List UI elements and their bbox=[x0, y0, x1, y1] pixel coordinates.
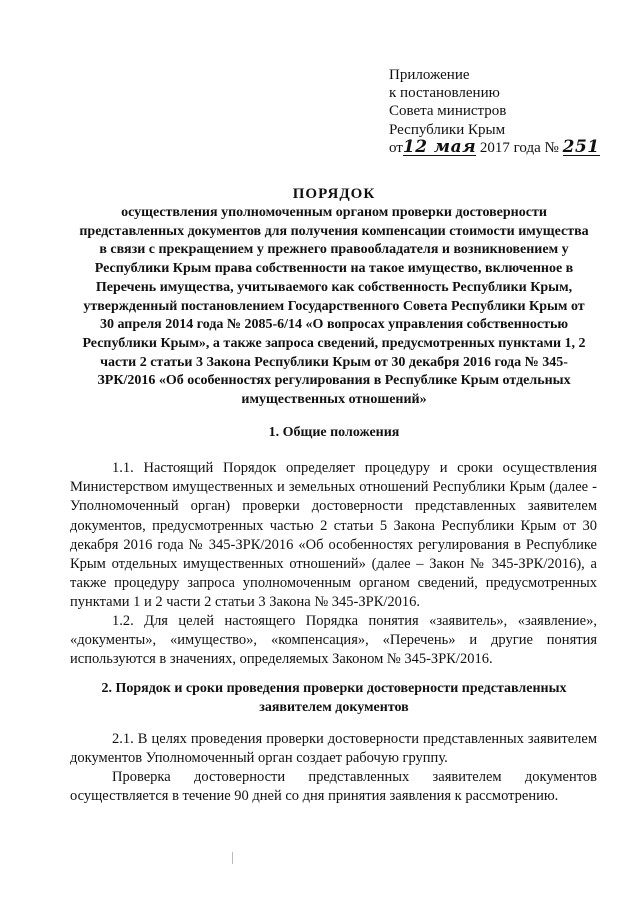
scan-artifact bbox=[232, 852, 233, 864]
date-suffix: 2017 года № bbox=[476, 139, 563, 156]
document-title-block bbox=[78, 185, 590, 410]
paragraph-2-1-continued: Проверка достоверности представленных заявителем документов осуществляется в течение 90 дней со дня принятия заявления к рассмотрению. bbox=[70, 769, 597, 805]
appendix-line: к постановлению bbox=[389, 85, 500, 102]
appendix-date-line bbox=[389, 136, 600, 157]
paragraph-2-1: 2.1. В целях проведения проверки достоверности представленных заявителем документов Уполномоченный орган создает рабочую группу. bbox=[70, 731, 597, 767]
paragraph-1-1: 1.1. Настоящий Порядок определяет процедуру и сроки осуществления Министерством имущественных и земельных отношений Республики Крым (далее - Уполномоченный орган) проверки достоверности представленных заявителем документов, предусмотренных частью 2 статьи 5 Закона Республики Крым от 30 декабря 2016 года № 345-ЗРК/2016 «Об особенностях регулирования в Республике Крым отдельных имущественных отношений» (далее – Закон № 345-ЗРК/2016), а также процедуру запроса уполномоченным органом сведений, предусмотренных пунктами 1 и 2 части 2 статьи 3 Закона № 345-ЗРК/2016. bbox=[70, 460, 597, 611]
handwritten-number: 251 bbox=[562, 136, 600, 157]
appendix-block bbox=[389, 66, 600, 157]
appendix-line: Совета министров bbox=[389, 103, 507, 120]
document-subtitle: осуществления уполномоченным органом проверки достоверности представленных документов для получения компенсации стоимости имущества в связи с прекращением у прежнего правообладателя и возникновением у Республики Крым права собственности на такое имущество, включенное в Перечень имущества, учитываемого как собственность Республики Крым, утвержденный постановлением Государственного Совета Республики Крым от 30 апреля 2014 года № 2085-6/14 «О вопросах управления собственностью Республики Крым», а также запроса сведений, предусмотренных пунктами 1, 2 части 2 статьи 3 Закона Республики Крым от 30 декабря 2016 года № 345-ЗРК/2016 «Об особенностях регулирования в Республике Крым отдельных имущественных отношений» bbox=[79, 205, 589, 408]
date-prefix: от bbox=[389, 139, 403, 156]
paragraph-1-2: 1.2. Для целей настоящего Порядка понятия «заявитель», «заявление», «документы», «имущество», «компенсация», «Перечень» и другие понятия используются в значениях, определяемых Законом № 345-ЗРК/2016. bbox=[70, 613, 597, 668]
section-2-heading: 2. Порядок и сроки проведения проверки достоверности представленных заявителем документов bbox=[101, 681, 567, 715]
appendix-line: Республики Крым bbox=[389, 121, 506, 138]
document-title: ПОРЯДОК bbox=[292, 186, 376, 202]
handwritten-date: 12 мая bbox=[402, 136, 477, 157]
section-1-heading: 1. Общие положения bbox=[268, 425, 400, 440]
appendix-line: Приложение bbox=[389, 67, 470, 83]
